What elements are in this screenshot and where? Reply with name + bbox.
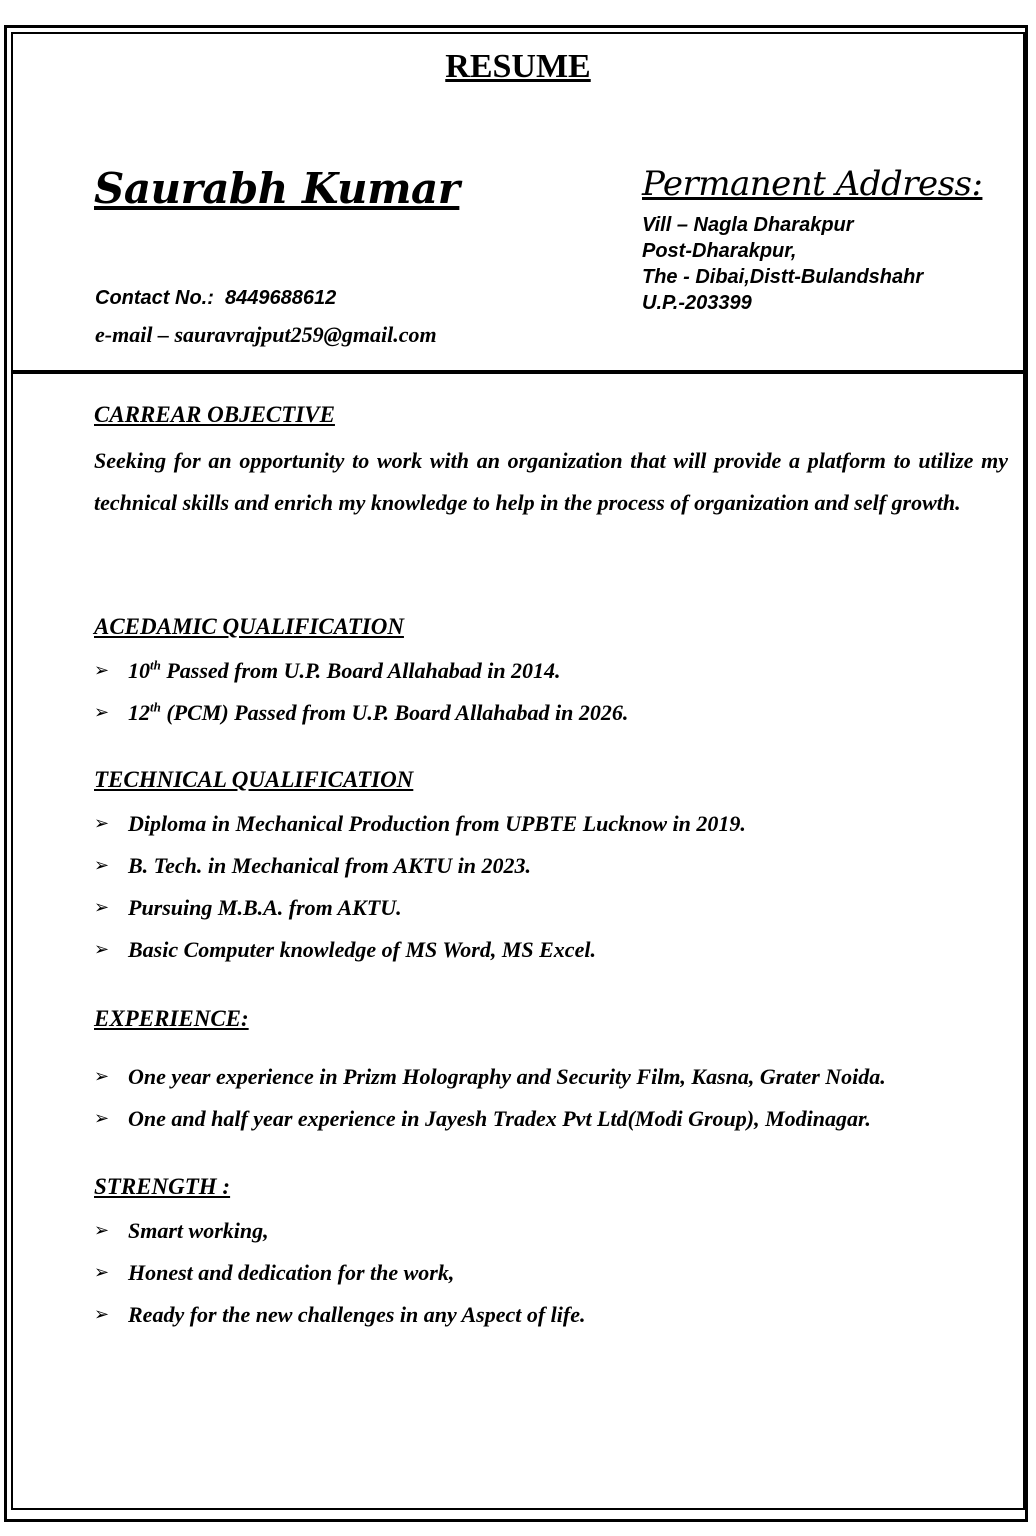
- address-block: [642, 212, 923, 316]
- arrowhead-bullet-icon: ➢: [94, 813, 110, 834]
- email-label: e-mail –: [95, 322, 169, 347]
- email-address[interactable]: sauravrajput259@gmail.com: [174, 322, 437, 347]
- address-line: Vill – Nagla Dharakpur: [642, 214, 854, 236]
- arrowhead-bullet-icon: ➢: [94, 855, 110, 876]
- list-item: ➢ One and half year experience in Jayesh Tradex Pvt Ltd(Modi Group), Modinagar.: [94, 1098, 886, 1140]
- list-item: ➢ Smart working,: [94, 1210, 585, 1252]
- objective-heading: CARREAR OBJECTIVE: [94, 402, 335, 427]
- candidate-name: Saurabh Kumar: [94, 164, 460, 213]
- arrowhead-bullet-icon: ➢: [94, 1066, 110, 1087]
- list-item: ➢ 10th Passed from U.P. Board Allahabad in 2014.: [94, 650, 628, 692]
- experience-list: [94, 1056, 886, 1140]
- arrowhead-bullet-icon: ➢: [94, 660, 110, 681]
- contact-number: [95, 287, 336, 310]
- document-title: RESUME: [445, 48, 591, 85]
- list-item: ➢ Ready for the new challenges in any Aspect of life.: [94, 1294, 585, 1336]
- phone-number: 8449688612: [225, 287, 337, 309]
- experience-heading: EXPERIENCE:: [94, 1006, 249, 1031]
- email-line: [95, 322, 437, 348]
- arrowhead-bullet-icon: ➢: [94, 1304, 110, 1325]
- address-line: Post-Dharakpur,: [642, 240, 797, 262]
- list-item: ➢ Diploma in Mechanical Production from UPBTE Lucknow in 2019.: [94, 803, 746, 845]
- arrowhead-bullet-icon: ➢: [94, 1108, 110, 1129]
- list-item: ➢ One year experience in Prizm Holography and Security Film, Kasna, Grater Noida.: [94, 1056, 886, 1098]
- list-item: ➢ 12th (PCM) Passed from U.P. Board Allahabad in 2026.: [94, 692, 628, 734]
- address-line: U.P.-203399: [642, 292, 752, 314]
- address-heading: Permanent Address:: [642, 164, 983, 204]
- address-line: The - Dibai,Distt-Bulandshahr: [642, 266, 924, 288]
- academic-list: [94, 650, 628, 734]
- list-item: ➢ Basic Computer knowledge of MS Word, MS Excel.: [94, 929, 746, 971]
- strength-heading: STRENGTH :: [94, 1174, 231, 1199]
- list-item: ➢ Pursuing M.B.A. from AKTU.: [94, 887, 746, 929]
- header-divider: [11, 370, 1025, 374]
- arrowhead-bullet-icon: ➢: [94, 1262, 110, 1283]
- list-item: ➢ Honest and dedication for the work,: [94, 1252, 585, 1294]
- objective-text: Seeking for an opportunity to work with an organization that will provide a platform to utilize my technical skills and enrich my knowledge to help in the process of organization and self growth.: [94, 448, 1008, 515]
- technical-heading: TECHNICAL QUALIFICATION: [94, 767, 414, 792]
- academic-heading: ACEDAMIC QUALIFICATION: [94, 614, 404, 639]
- strength-list: [94, 1210, 585, 1336]
- arrowhead-bullet-icon: ➢: [94, 1220, 110, 1241]
- contact-label: Contact No.:: [95, 287, 214, 309]
- list-item: ➢ B. Tech. in Mechanical from AKTU in 2023.: [94, 845, 746, 887]
- arrowhead-bullet-icon: ➢: [94, 897, 110, 918]
- arrowhead-bullet-icon: ➢: [94, 702, 110, 723]
- arrowhead-bullet-icon: ➢: [94, 939, 110, 960]
- technical-list: [94, 803, 746, 971]
